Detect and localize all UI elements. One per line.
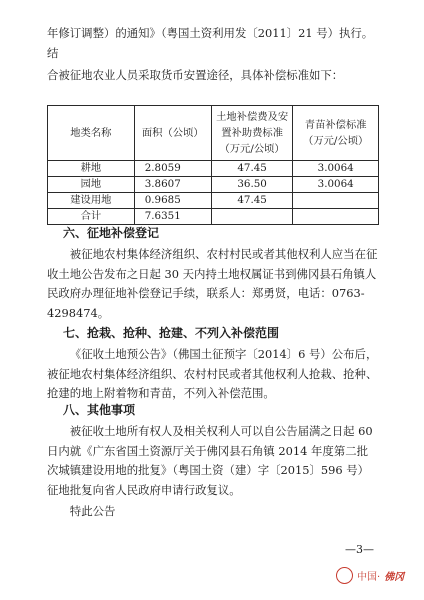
table-row <box>48 161 379 177</box>
page-number: —3— <box>345 543 374 556</box>
table-row <box>48 177 379 193</box>
table-row <box>48 193 379 209</box>
cell-land-type: 建设用地 <box>48 193 135 209</box>
cell-crop <box>293 209 379 225</box>
section-8-body: 被征收土地所有权人及相关权利人可以自公告届满之日起 60 日内就《广东省国土资源厅关于佛冈县石角镇 2014 年度第二批次城镇建设用地的批复》（粤国土资（建）字〔2015〕596 号）征地批复向省人民政府申请行政复议。 <box>47 424 373 497</box>
header-area: 面积（公顷） <box>134 106 211 161</box>
table-header-row <box>48 106 379 161</box>
cell-compensation: 47.45 <box>211 161 293 177</box>
cell-compensation: 47.45 <box>211 193 293 209</box>
section-6-heading: 六、征地补偿登记 <box>63 226 160 240</box>
intro-line-1: 年修订调整）的通知》（粤国土资利用发〔2011〕21 号）执行。结 <box>47 26 374 60</box>
cell-area: 7.6351 <box>134 209 211 225</box>
header-land-type: 地类名称 <box>48 106 135 161</box>
cell-area: 3.8607 <box>134 177 211 193</box>
intro-line-2: 合被征地农业人员采取货币安置途径，具体补偿标准如下： <box>47 68 344 82</box>
header-crop-compensation: 青苗补偿标准（万元/公顷） <box>293 106 379 161</box>
cell-area: 0.9685 <box>134 193 211 209</box>
cell-compensation <box>211 209 293 225</box>
cell-area: 2.8059 <box>134 161 211 177</box>
site-watermark <box>336 567 404 584</box>
table-row-total <box>48 209 379 225</box>
cell-compensation: 36.50 <box>211 177 293 193</box>
section-7-heading: 七、抢栽、抢种、抢建、不列入补偿范围 <box>63 326 280 340</box>
section-8-heading: 八、其他事项 <box>63 403 136 417</box>
closing-text: 特此公告 <box>69 504 116 518</box>
cell-land-type: 园地 <box>48 177 135 193</box>
watermark-prefix: 中国· <box>357 572 381 583</box>
cell-crop <box>293 193 379 209</box>
cell-land-type: 耕地 <box>48 161 135 177</box>
section-6-body: 被征地农村集体经济组织、农村村民或者其他权利人应当在征收土地公告发布之日起 30 天内持土地权属证书到佛冈县石角镇人民政府办理征地补偿登记手续，联系人：郑勇贤，电话：0763-4298474。 <box>47 247 378 320</box>
header-compensation: 土地补偿费及安置补助费标准（万元/公顷） <box>211 106 293 161</box>
cell-crop: 3.0064 <box>293 177 379 193</box>
cell-crop: 3.0064 <box>293 161 379 177</box>
compensation-table <box>47 105 379 225</box>
emblem-icon <box>336 567 353 584</box>
cell-land-type: 合计 <box>48 209 135 225</box>
section-7-body: 《征收土地预公告》（佛国土征预字〔2014〕6 号）公布后，被征地农村集体经济组织、农村村民或者其他权利人抢栽、抢种、抢建的地上附着物和青苗，不列入补偿范围。 <box>47 347 378 400</box>
watermark-site: 佛冈 <box>384 572 405 583</box>
